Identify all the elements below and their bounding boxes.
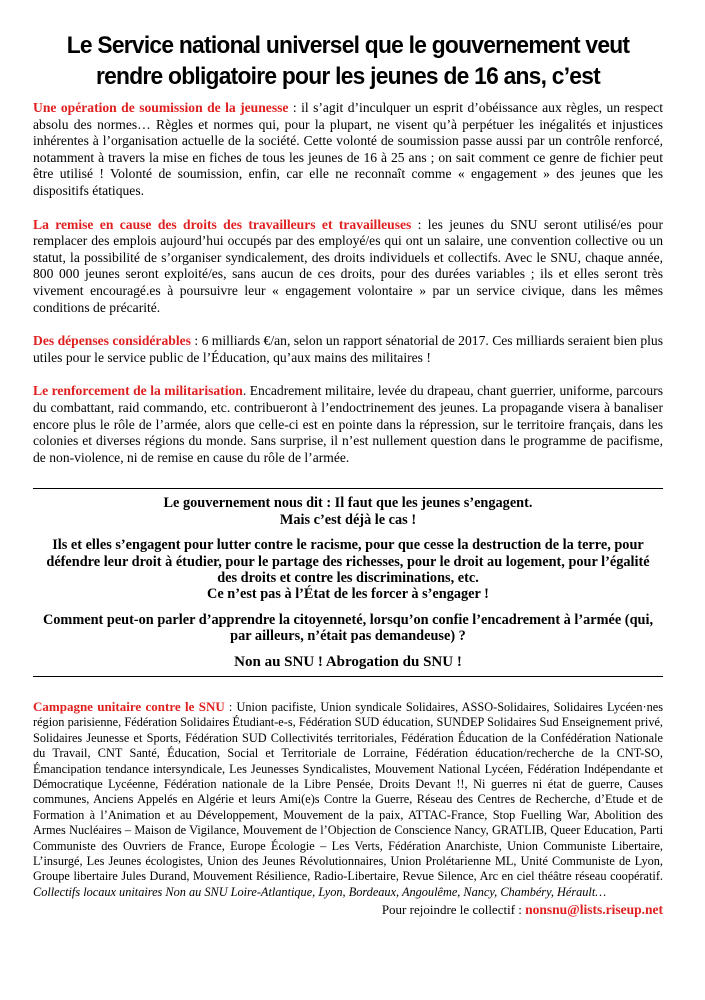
- section-militarisation: [33, 383, 663, 466]
- join-label: Pour rejoindre le collectif :: [381, 902, 526, 918]
- section-body: . Encadrement militaire, levée du drapeau, chant guerrier, uniforme, parcours du combattant, raid commando, etc. contribueront à l’endoctrinement des jeunes. La propagande visera à banaliser encore plus le rôle de l’armée, alors que celle-ci est en pointe dans la répression, sur le territoire français, dans les colonies et diverses régions du monde. Sans surprise, il n’est nullement question dans le programme de pacifisme, de non-violence, ni de remise en cause du rôle de l’armée.: [33, 383, 663, 465]
- section-soumission: [33, 100, 663, 200]
- callout-line: Le gouvernement nous dit : Il faut que les jeunes s’engagent.: [163, 495, 533, 512]
- callout-box: [33, 488, 663, 677]
- callout-slogan: Non au SNU ! Abrogation du SNU !: [234, 653, 462, 670]
- title-line-1: Le Service national universel que le gouvernement veut: [66, 32, 630, 59]
- callout-line: Ce n’est pas à l’État de les forcer à s’engager !: [207, 586, 489, 603]
- callout-citoyennete: Comment peut-on parler d’apprendre la citoyenneté, lorsqu’on confie l’encadrement à l’armée (qui, par ailleurs, n’était pas demandeuse) ?: [42, 611, 654, 645]
- callout-line: Mais c’est déjà le cas !: [279, 511, 417, 528]
- section-heading: Des dépenses considérables: [33, 333, 191, 349]
- callout-engagement: [37, 495, 659, 528]
- section-heading: Le renforcement de la militarisation: [33, 383, 243, 399]
- section-heading: La remise en cause des droits des travailleurs et travailleuses: [33, 216, 412, 232]
- section-body: : 6 milliards €/an, selon un rapport sénatorial de 2017. Ces milliards seraient bien plus utiles pour le service public de l’Éducation, qu’aux mains des militaires !: [33, 333, 663, 365]
- campaign-signatories: [33, 699, 663, 900]
- page-title: [55, 30, 641, 92]
- section-droits: [33, 217, 663, 317]
- section-depenses: [33, 333, 663, 366]
- campaign-heading: Campagne unitaire contre le SNU: [33, 698, 225, 714]
- callout-line: Ils et elles s’engagent pour lutter contre le racisme, pour que cesse la destruction de la terre, pour défendre leur droit à étudier, pour le partage des richesses, pour le droit au logement, pour l’égalité des droits et contre les discriminations, etc.: [46, 537, 650, 586]
- campaign-local-collectives: Collectifs locaux unitaires Non au SNU Loire-Atlantique, Lyon, Bordeaux, Angoulême, Nancy, Chambéry, Hérault…: [33, 884, 607, 899]
- section-body: : les jeunes du SNU seront utilisé/es pour remplacer des emplois aujourd’hui occupés par des employé/es qui ont un salaire, une convention collective ou un statut, la possibilité de s’organiser syndicalement, des droits individuels et collectifs. Avec le SNU, chaque année, 800 000 jeunes seront exploité/es, sans aucun de ces droits, pour des durées variables ; ils et elles seront très vivement encouragé.es à poursuivre leur « engagement volontaire » par un service civique, dans les mêmes conditions de précarité.: [33, 216, 663, 315]
- campaign-members: : Union pacifiste, Union syndicale Solidaires, ASSO-Solidaires, Solidaires Lycéen·nes région parisienne, Fédération Solidaires Étudiant-e-s, Fédération SUD éducation, SUNDEP Solidaires Sud Enseignement privé, Solidaires Jeunesse et Sports, Fédération SUD Collectivités territoriales, Fédération Éducation de la Confédération Nationale du Travail, CNT Santé, Éducation, Social et Territoriale de Lorraine, Fédération éducation/recherche de la CNT-SO, Émancipation tendance intersyndicale, Les Jeunesses Syndicalistes, Mouvement National Lycéen, Fédération Indépendante et Démocratique Lycéenne, Fédération nationale de la Libre Pensée, Droits Devant !!, Ni guerres ni état de guerre, Causes communes, Anciens Appelés en Algérie et leurs Ami(e)s Contre la Guerre, Réseau des Centres de Recherche, d’Etude et de Formation à l’Animation et au Développement, Mouvement de la paix, ATTAC-France, Stop Fuelling War, Abolition des Armes Nucléaires – Maison de Vigilance, Mouvement de l’Objection de Conscience Nancy, GRATLIB, Queer Education, Parti Communiste des Ouvriers de France, Europe Écologie – Les Verts, Fédération Anarchiste, Union Communiste Libertaire, L’insurgé, Les Jeunes écologistes, Union des Jeunes Révolutionnaires, Union Prolétarienne ML, Unité Communiste de Lyon, Groupe libertaire Jules Durand, Mouvement Résilience, Radio-Libertaire, Revue Silence, Arc en ciel théâtre réseau coopératif.: [33, 699, 663, 884]
- join-email-link[interactable]: nonsnu@lists.riseup.net: [525, 902, 663, 918]
- join-line: [33, 902, 663, 918]
- callout-ils-et-elles: [37, 537, 659, 603]
- title-line-2: rendre obligatoire pour les jeunes de 16 ans, c’est: [95, 63, 601, 90]
- section-heading: Une opération de soumission de la jeunesse: [33, 100, 289, 115]
- section-body: : il s’agit d’inculquer un esprit d’obéissance aux règles, un respect absolu des normes… Règles et normes qui, pour la plupart, ne visent qu’à perpétuer les inégalités et injustices inhérentes à l’organisation actuelle de la société. Cette volonté de soumission passe aussi par un contrôle renforcé, notamment à travers la mise en fiches de tous les jeunes de 16 à 25 ans ; on sait comment ce genre de fichier peut être utilisé ! Volonté de soumission, enfin, car elle ne reconnaît comme « engagement » des jeunes que les dispositifs étatiques.: [33, 100, 663, 198]
